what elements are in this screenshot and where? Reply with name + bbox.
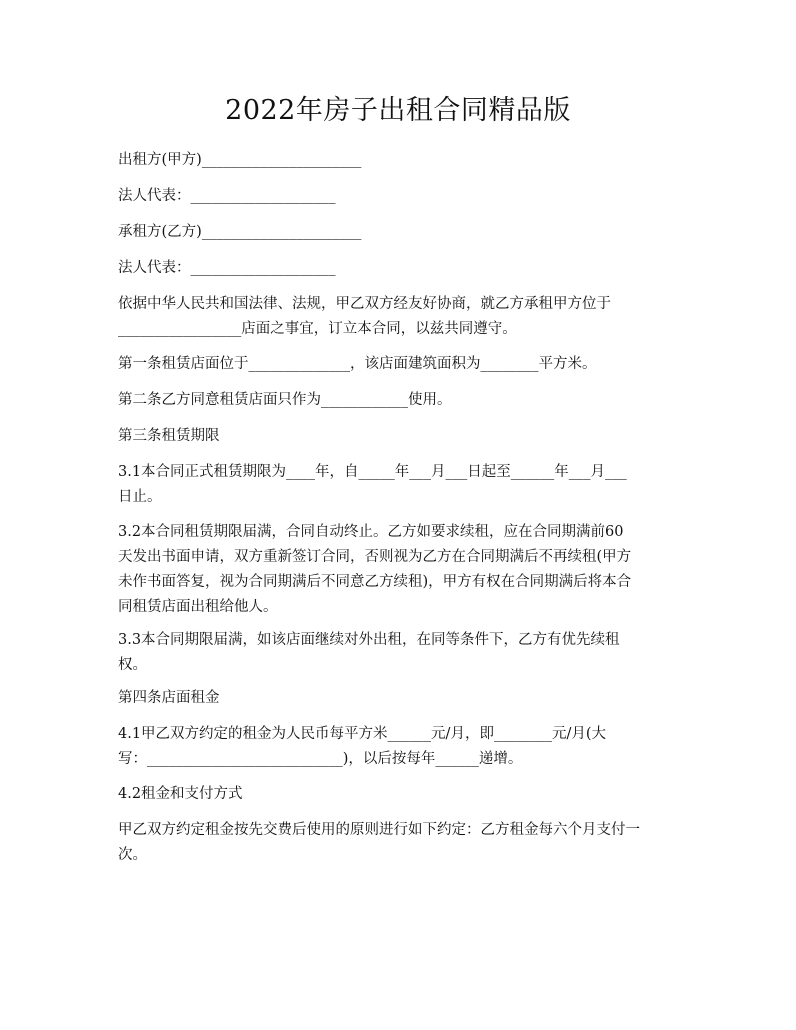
text-line: 第二条乙方同意租赁店面只作为____________使用。 bbox=[118, 392, 452, 408]
text-line: 未作书面答复，视为合同期满后不同意乙方续租)，甲方有权在合同期满后将本合 bbox=[118, 574, 632, 590]
text-line: 第三条租赁期限 bbox=[118, 428, 220, 444]
article-4-heading bbox=[118, 686, 686, 711]
clause-3-2-paragraph bbox=[118, 520, 686, 620]
document-title: 2022年房子出租合同精品版 bbox=[225, 95, 571, 126]
lessor-representative-line bbox=[118, 184, 686, 209]
text-line: 次。 bbox=[118, 847, 147, 863]
clause-3-3-paragraph bbox=[118, 628, 686, 678]
article-3-heading bbox=[118, 424, 686, 449]
text-line: 4.1甲乙双方约定的租金为人民币每平方米______元/月，即________元/月(大 bbox=[118, 726, 606, 742]
text-line: 3.1本合同正式租赁期限为____年，自_____年___月___日起至______年___月___ bbox=[118, 464, 627, 480]
text-line: 出租方(甲方)______________________ bbox=[118, 152, 362, 168]
text-line: 法人代表：____________________ bbox=[118, 188, 336, 204]
text-line: 3.2本合同租赁期限届满，合同自动终止。乙方如要求续租，应在合同期满前60 bbox=[118, 524, 624, 540]
lessee-line bbox=[118, 220, 686, 245]
payment-paragraph bbox=[118, 818, 686, 868]
text-line: 权。 bbox=[118, 657, 147, 673]
text-line: 依据中华人民共和国法律、法规，甲乙双方经友好协商，就乙方承租甲方位于 bbox=[118, 296, 611, 312]
text-line: 3.3本合同期限届满，如该店面继续对外出租，在同等条件下，乙方有优先续租 bbox=[118, 632, 620, 648]
lessor-line bbox=[118, 148, 686, 173]
article-2-paragraph bbox=[118, 388, 686, 413]
text-line: 同租赁店面出租给他人。 bbox=[118, 599, 278, 615]
text-line: 承租方(乙方)______________________ bbox=[118, 224, 362, 240]
text-line: 天发出书面申请，双方重新签订合同，否则视为乙方在合同期满后不再续租(甲方 bbox=[118, 549, 632, 565]
article-1-paragraph bbox=[118, 352, 686, 377]
clause-3-1-paragraph bbox=[118, 460, 686, 510]
lessee-representative-line bbox=[118, 256, 686, 281]
text-line: 日止。 bbox=[118, 489, 162, 505]
text-line: 写：___________________________)，以后按每年______递增。 bbox=[118, 751, 523, 767]
clause-4-1-paragraph bbox=[118, 722, 686, 772]
preamble-paragraph bbox=[118, 292, 686, 342]
text-line: 4.2租金和支付方式 bbox=[118, 786, 243, 802]
text-line: 法人代表：____________________ bbox=[118, 260, 336, 276]
text-line: _________________店面之事宜，订立本合同，以兹共同遵守。 bbox=[118, 321, 517, 337]
clause-4-2-paragraph bbox=[118, 782, 686, 807]
text-line: 第一条租赁店面位于______________，该店面建筑面积为________平方米。 bbox=[118, 356, 597, 372]
text-line: 甲乙双方约定租金按先交费后使用的原则进行如下约定：乙方租金每六个月支付一 bbox=[118, 822, 640, 838]
text-line: 第四条店面租金 bbox=[118, 690, 220, 706]
